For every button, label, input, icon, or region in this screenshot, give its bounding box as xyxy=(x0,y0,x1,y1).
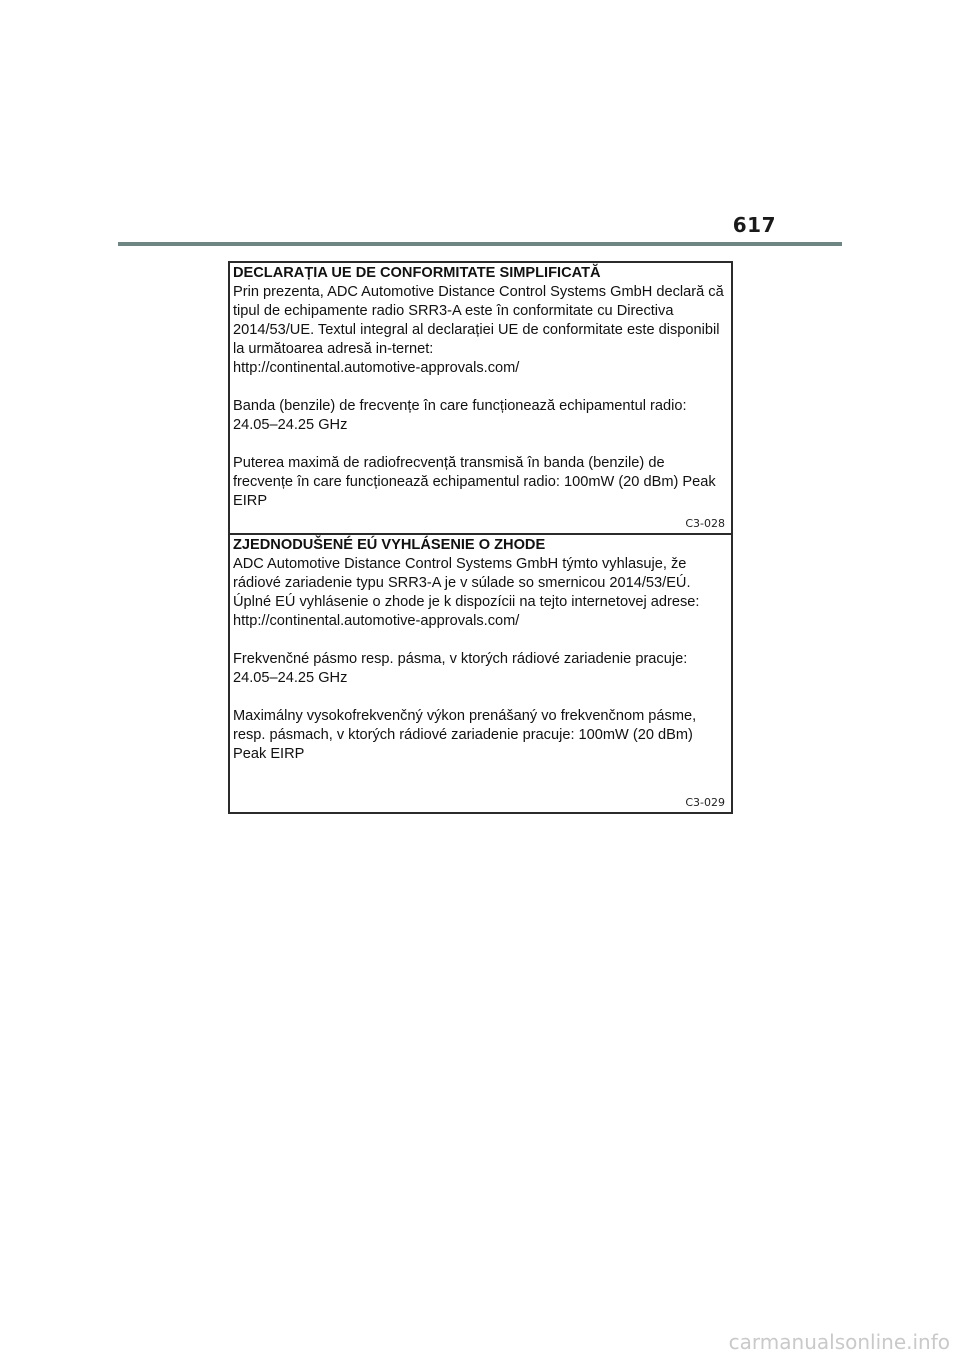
declaration-title: DECLARAȚIA UE DE CONFORMITATE SIMPLIFICATĂ xyxy=(233,265,601,281)
page-number: 617 xyxy=(732,213,776,237)
approval-url: http://continental.automotive-approvals.com/ xyxy=(233,360,520,376)
footer-watermark: carmanualsonline.info xyxy=(728,1330,950,1354)
header-rule xyxy=(118,242,842,246)
declaration-box-romanian xyxy=(228,261,733,535)
declaration-box-slovak xyxy=(228,533,733,814)
frequency-band-text: Frekvenčné pásmo resp. pásma, v ktorých rádiové zariadenie pracuje: 24.05–24.25 GHz xyxy=(233,651,688,686)
frequency-band-text: Banda (benzile) de frecvențe în care funcționează echipamentul radio: 24.05–24.25 GHz xyxy=(233,398,687,433)
declaration-text: ADC Automotive Distance Control Systems GmbH týmto vyhlasuje, že rádiové zariadenie typu SRR3-A je v súlade so smernicou 2014/53/EÚ. Úplné EÚ vyhlásenie o zhode je k dispozícii na tejto internetovej adrese: xyxy=(233,556,700,610)
figure-code: C3-029 xyxy=(685,796,725,809)
approval-url: http://continental.automotive-approvals.com/ xyxy=(233,613,520,629)
figure-code: C3-028 xyxy=(685,517,725,530)
declaration-title: ZJEDNODUŠENÉ EÚ VYHLÁSENIE O ZHODE xyxy=(233,537,546,553)
declaration-text: Prin prezenta, ADC Automotive Distance Control Systems GmbH declară că tipul de echipamente radio SRR3-A este în conformitate cu Directiva 2014/53/UE. Textul integral al declarației UE de conformitate este disponibil la următoarea adresă in-ternet: xyxy=(233,284,724,357)
max-power-text: Puterea maximă de radiofrecvență transmisă în banda (benzile) de frecvențe în care funcționează echipamentul radio: 100mW (20 dBm) Peak EIRP xyxy=(233,455,716,509)
max-power-text: Maximálny vysokofrekvenčný výkon prenášaný vo frekvenčnom pásme, resp. pásmach, v ktorých rádiové zariadenie pracuje: 100mW (20 dBm) Peak EIRP xyxy=(233,708,697,762)
